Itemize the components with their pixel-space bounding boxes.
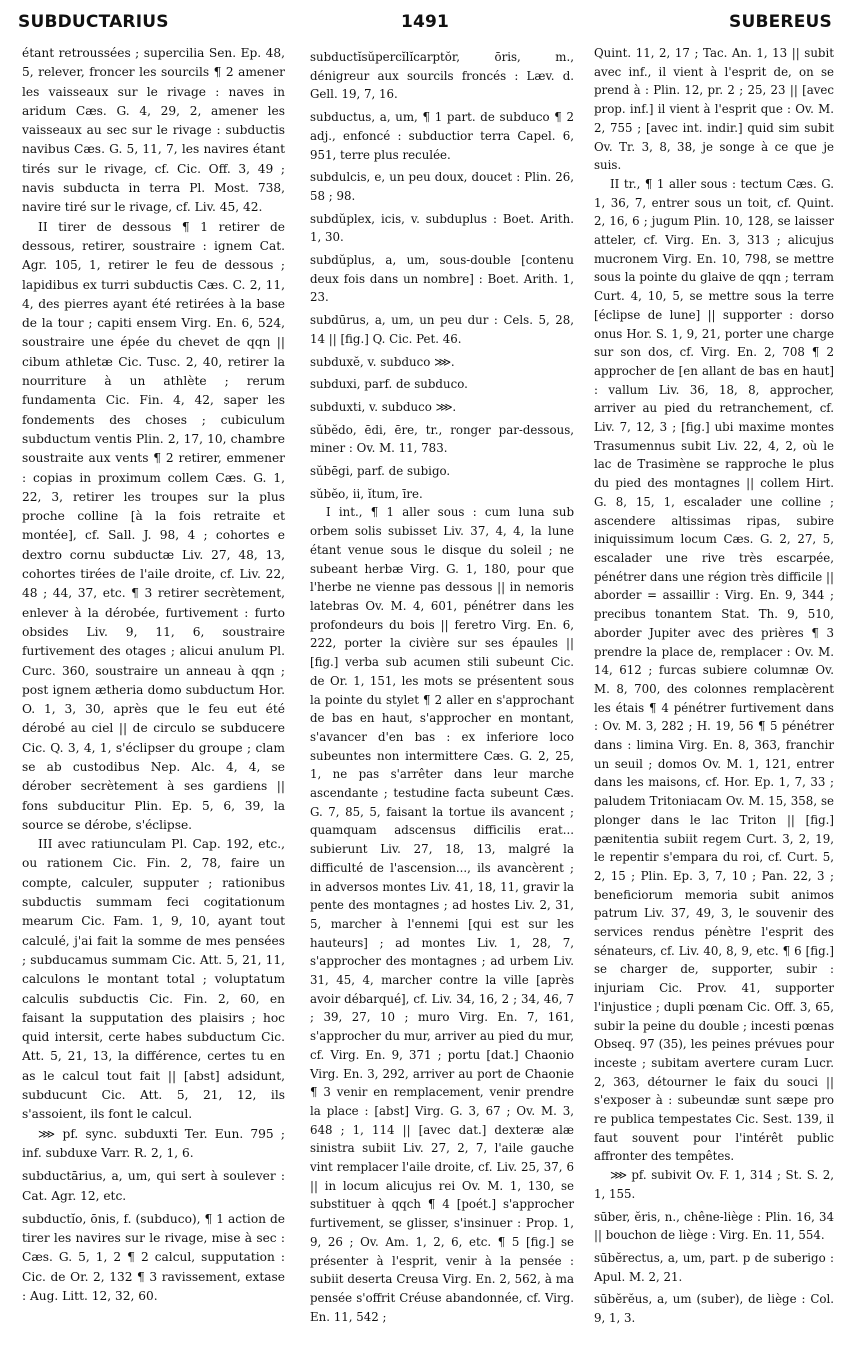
column-3 [594, 44, 834, 1328]
sense-section-2: II tirer de dessous ¶ 1 retirer de dessous, retirer, soustraire : ignem Cat. Agr. 105, 1, retirer le feu de dessous ; lapidibus ex turri subductis Cæs. C. 2, 11, 4, des pierres ayant été retirées à la base de la tour ; capiti ensem Virg. En. 6, 524, soustraire une épée du chevet de qqn || cibum athletæ Cic. Tusc. 2, 40, retirer la nourriture à un athlète ; rerum fundamenta Cic. Fin. 4, 42, saper les fondements des choses ; cubiculum subductum ventis Plin. 2, 17, 10, chambre soustraite aux vents ¶ 2 retirer, emmener : copias in proximum collem Cæs. G. 1, 22, 3, retirer les troupes sur la plus proche colline [à la fois retraite et montée], cf. Sall. J. 98, 4 ; cohortes e dextro cornu subductæ Liv. 27, 48, 13, cohortes tirées de l'aile droite, cf. Liv. 22, 48 ; 44, 37, etc. ¶ 3 retirer secrètement, enlever à la dérobée, furtivement : furto obsides Liv. 9, 11, 6, soustraire furtivement des otages ; alicui anulum Pl. Curc. 360, soustraire un anneau à qqn ; post ignem ætheria domo subductum Hor. O. 1, 3, 30, après que le feu eut été dérobé au ciel || de circulo se subducere Cic. Q. 3, 4, 1, s'éclipser du groupe ; clam se ab custodibus Nep. Alc. 4, 4, se dérober secrètement à ses gardiens || fons subducitur Plin. Ep. 5, 6, 39, la source se dérobe, s'éclipse. [22, 219, 285, 832]
page-number: 1491 [400, 12, 450, 32]
entry-subduxi: subduxi, parf. de subduco. [310, 377, 468, 392]
entry-subduxe: subduxĕ, v. subduco ⋙. [310, 354, 455, 369]
entry-subductus: subductus, a, um, ¶ 1 part. de subduco ¶ 2 adj., enfoncé : subductior terra Capel. 6, 951, terre plus reculée. [310, 110, 574, 162]
entry-subedo: sŭbĕdo, ēdi, ēre, tr., ronger par-dessous, miner : Ov. M. 11, 783. [310, 422, 574, 456]
entry-subeo-continuation: Quint. 11, 2, 17 ; Tac. An. 1, 13 || subit avec inf., il vient à l'esprit de, on se prend à : Plin. 12, pr. 2 ; 25, 23 || [avec prop. inf.] il vient à l'esprit que : Ov. M. 2, 755 ; [avec int. indir.] quid sim subit Ov. Tr. 3, 8, 38, je songe à ce que je suis. [594, 46, 834, 173]
entry-subeo-note: ⋙ pf. subivit Ov. F. 1, 314 ; St. S. 2, 1, 155. [594, 1168, 834, 1201]
entry-subduplex: subdŭplex, icis, v. subduplus : Boet. Arith. 1, 30. [310, 211, 574, 245]
entry-subdulcis: subdulcis, e, un peu doux, doucet : Plin. 26, 58 ; 98. [310, 170, 574, 203]
column-1 [22, 44, 285, 1306]
entry-subeo-transitive: II tr., ¶ 1 aller sous : tectum Cæs. G. 1, 36, 7, entrer sous un toit, cf. Quint. 2, 16, 6 ; jugum Plin. 10, 128, se laisser atteler, cf. Virg. En. 3, 313 ; alicujus mucronem Virg. En. 10, 798, se mettre sous la pointe du glaive de qqn ; terram Curt. 4, 10, 5, se mettre sous la terre [éclipse de lune] || supporter : dorso onus Hor. S. 1, 9, 21, porter une charge sur son dos, cf. Virg. En. 2, 708 ¶ 2 approcher de [en allant de bas en haut] : vallum Liv. 36, 18, 8, approcher, arriver au pied du retranchement, cf. Liv. 7, 12, 3 ; [fig.] ubi maxime montes Trasumennus subit Liv. 22, 4, 2, où le lac de Trasimène se rapproche le plus du pied des montagnes || collem Hirt. G. 8, 15, 1, escalader une colline ; ascendere altissimas ripas, subire iniquissimum locum Cæs. G. 2, 27, 5, escalader une rive très escarpée, pénétrer dans une région très difficile || aborder = assaillir : Virg. En. 9, 344 ; precibus tonantem Stat. Th. 9, 510, aborder Jupiter avec des prières ¶ 3 prendre la place de, remplacer : Ov. M. 14, 612 ; furcas subiere columnæ Ov. M. 8, 700, des colonnes remplacèrent les étais ¶ 4 pénétrer furtivement dans : Ov. M. 3, 282 ; H. 19, 56 ¶ 5 pénétrer dans : limina Virg. En. 8, 363, franchir un seuil ; domos Ov. M. 1, 121, entrer dans les maisons, cf. Hor. Ep. 1, 7, 33 ; paludem Tritoniacam Ov. M. 15, 358, se plonger dans le lac Triton || [fig.] pænitentia subiit regem Curt. 3, 2, 19, le repentir s'empara du roi, cf. Curt. 5, 2, 15 ; Plin. Ep. 3, 7, 10 ; Pan. 22, 3 ; beneficiorum memoria subit animos patrum Liv. 37, 49, 3, le souvenir des services rendus pénètre l'esprit des sénateurs, cf. Liv. 40, 8, 9, etc. ¶ 6 [fig.] se charger de, supporter, subir : injuriam Cic. Prov. 41, supporter l'injustice ; dupli pœnam Cic. Off. 3, 65, subir la peine du double ; incesti pœnas Obseq. 97 (35), les peines prévues pour inceste ; subitam avertere curam Lucr. 2, 363, détourner le faix du souci || s'exposer à : subeundæ sunt sæpe pro re publica tempestates Cic. Sest. 139, il faut souvent pour l'intérêt public affronter des tempêtes. [594, 176, 834, 1164]
entry-continuation-subduco: étant retroussées ; supercilia Sen. Ep. 48, 5, relever, froncer les sourcils ¶ 2 amener les vaisseaux sur le rivage : naves in aridum Cæs. G. 4, 29, 2, amener les vaisseaux au sec sur le rivage : subductis navibus Cæs. G. 5, 11, 7, les navires étant tirés sur le rivage, cf. Cic. Off. 3, 49 ; navis subducta in terra Pl. Most. 738, navire tiré sur le rivage, cf. Liv. 45, 42. [22, 46, 285, 215]
running-head-left: SUBDUCTARIUS [18, 12, 169, 32]
entry-subegi: sŭbēgi, parf. de subigo. [310, 464, 451, 479]
entry-subduplus: subdŭplus, a, um, sous-double [contenu deux fois dans un nombre] : Boet. Arith. 1, 23. [310, 253, 574, 305]
running-head-right: SUBEREUS [729, 12, 832, 32]
entry-subdurus: subdūrus, a, um, un peu dur : Cels. 5, 28, 14 || [fig.] Q. Cic. Pet. 46. [310, 313, 574, 346]
sense-section-3: III avec ratiunculam Pl. Cap. 192, etc., ou rationem Cic. Fin. 2, 78, faire un compte, calculer, supputer ; rationibus subductis summam feci cogitationum mearum Cic. Fam. 1, 9, 10, ayant tout calculé, j'ai fait la somme de mes pensées ; subducamus summam Cic. Att. 5, 21, 11, calculons le montant total ; voluptatum calculis subductis Cic. Fin. 2, 60, en faisant la supputation des plaisirs ; hoc quid intersit, certe habes subductum Cic. Att. 5, 21, 13, la différence, certes tu en as le calcul tout fait || [abst] adsidunt, subducunt Cic. Att. 5, 21, 12, ils s'assoient, ils font le calcul. [22, 837, 285, 1122]
entry-subeo: sŭbĕo, ii, ĭtum, īre. [310, 486, 423, 501]
entry-subductarius: subductārius, a, um, qui sert à soulever : Cat. Agr. 12, etc. [22, 1169, 285, 1203]
entry-note-forms: ⋙ pf. sync. subduxti Ter. Eun. 795 ; inf. subduxe Varr. R. 2, 1, 6. [22, 1126, 285, 1160]
entry-subereus: sūbĕrĕus, a, um (suber), de liège : Col. 9, 1, 3. [594, 1292, 834, 1326]
column-2 [310, 44, 574, 1326]
entry-subductio: subductĭo, ōnis, f. (subduco), ¶ 1 action de tirer les navires sur le rivage, mise à sec : Cæs. G. 5, 1, 2 ¶ 2 calcul, supputation : Cic. de Or. 2, 132 ¶ 3 ravissement, extase : Aug. Litt. 12, 32, 60. [22, 1211, 285, 1303]
page-header [0, 10, 850, 40]
entry-suber: sūber, ĕris, n., chêne-liège : Plin. 16, 34 || bouchon de liège : Virg. En. 11, 554. [594, 1209, 834, 1243]
entry-subductisupercilicarptor: subductĭsŭpercĭlĭcarptŏr, ōris, m., dénigreur aux sourcils froncés : Læv. d. Gell. 19, 7, 16. [310, 50, 574, 102]
entry-subduxti: subduxti, v. subduco ⋙. [310, 399, 457, 414]
entry-subeo-intransitive: I int., ¶ 1 aller sous : cum luna sub orbem solis subisset Liv. 37, 4, 4, la lune étant venue sous le disque du soleil ; ne subeant herbæ Virg. G. 1, 180, pour que l'herbe ne vienne pas dessous || in nemoris latebras Ov. M. 4, 601, pénétrer dans les profondeurs du bois || feretro Virg. En. 6, 222, porter la civière sur ses épaules || [fig.] verba sub acumen stili subeunt Cic. de Or. 1, 151, les mots se présentent sous la pointe du stylet ¶ 2 aller en s'approchant de bas en haut, s'approcher en montant, s'avancer d'en bas : ex inferiore loco subeuntes non intermittere Cæs. G. 2, 25, 1, ne pas s'arrêter dans leur marche ascendante ; testudine facta subeunt Cæs. G. 7, 85, 5, faisant la tortue ils avancent ; quamquam adscensus difficilis erat... subierunt Liv. 27, 18, 13, malgré la difficulté de l'ascension..., ils avancèrent ; in adversos montes Liv. 41, 18, 11, gravir la pente des montagnes ; ad hostes Liv. 2, 31, 5, marcher à l'ennemi [qui est sur les hauteurs] ; ad montes Liv. 1, 28, 7, s'approcher des montagnes ; ad urbem Liv. 31, 45, 4, marcher contre la ville [après avoir débarqué], cf. Liv. 34, 16, 2 ; 34, 46, 7 ; 39, 27, 10 ; muro Virg. En. 7, 161, s'approcher du mur, arriver au pied du mur, cf. Virg. En. 9, 371 ; portu [dat.] Chaonio Virg. En. 3, 292, arriver au port de Chaonie ¶ 3 venir en remplacement, venir prendre la place : [abst] Virg. G. 3, 67 ; Ov. M. 3, 648 ; 1, 114 || [avec dat.] dexteræ alæ sinistra subiit Liv. 27, 2, 7, l'aile gauche vint remplacer l'aile droite, cf. Liv. 25, 37, 6 || in locum alicujus rei Ov. M. 1, 130, se substituer à qqch ¶ 4 [poét.] s'approcher furtivement, se glisser, s'insinuer : Prop. 1, 9, 26 ; Ov. Am. 1, 2, 6, etc. ¶ 5 [fig.] se présenter à l'esprit, venir à la pensée : subiit deserta Creusa Virg. En. 2, 562, à ma pensée s'offrit Créuse abandonnée, cf. Virg. En. 11, 542 ; [310, 505, 574, 1324]
entry-suberectus: sūbĕrectus, a, um, part. p de suberigo : Apul. M. 2, 21. [594, 1251, 834, 1284]
